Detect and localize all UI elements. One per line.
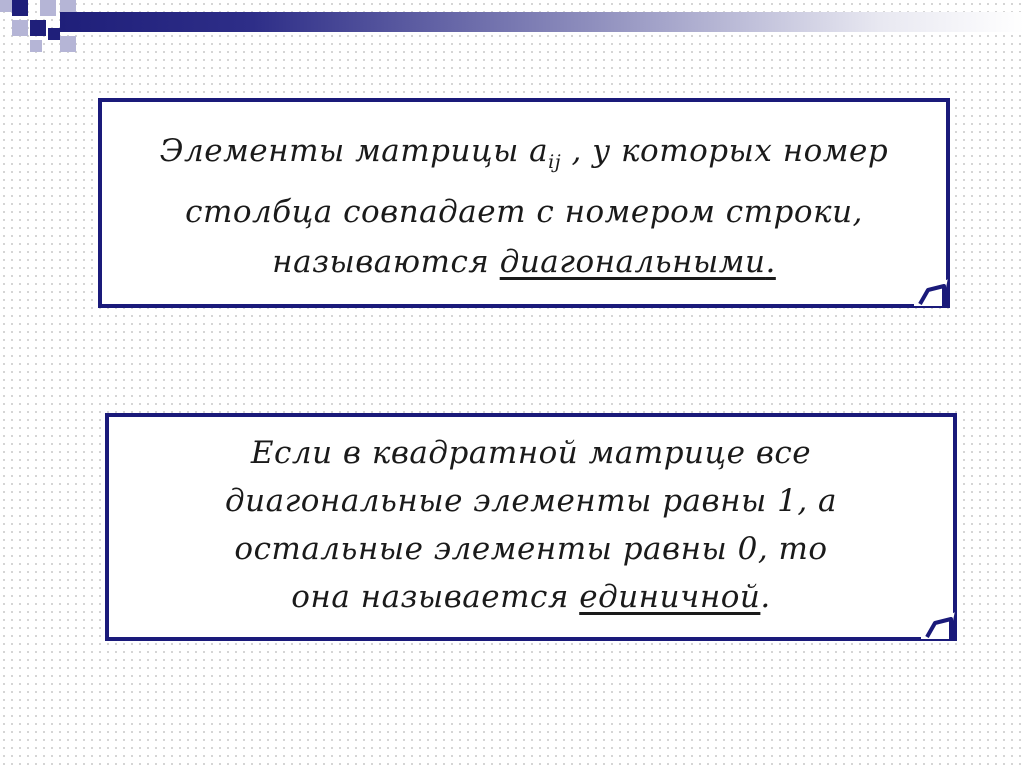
definition-text-diagonal [102,126,946,287]
header-square [48,28,60,40]
matrix-index-subscript: ij [548,151,562,174]
term-diagonal: диагональными [499,244,766,281]
text-line: диагональные элементы равны 1, а [224,483,838,519]
header-square [30,40,42,52]
header-square [0,0,12,12]
text-fragment: , у которых номер [561,133,889,169]
text-line: Если в квадратной матрице все [250,435,812,471]
definition-text-identity [109,429,953,621]
header-square [12,20,28,36]
text-line [102,126,946,187]
page-fold-corner [921,611,957,641]
text-fragment: она называется [291,579,580,615]
header-square [60,36,76,52]
definition-note-diagonal [98,98,950,308]
header-square [40,0,56,16]
term-period: . [765,244,776,281]
header-decoration [0,0,80,64]
header-square [60,0,76,12]
underlined-term [500,244,776,280]
text-fragment: называются [272,244,500,281]
header-square [12,0,28,16]
text-line: остальные элементы равны 0, то [234,531,828,567]
definition-note-identity [105,413,957,641]
header-gradient-bar [60,12,1024,32]
text-line [102,237,946,287]
text-fragment: Элементы матрицы a [159,133,549,169]
text-line [109,573,953,621]
header-square [30,20,46,36]
term-identity: единичной [579,579,761,615]
term-period: . [760,579,771,615]
text-line: столбца совпадает с номером строки, [185,194,863,231]
page-fold-corner [914,278,950,308]
